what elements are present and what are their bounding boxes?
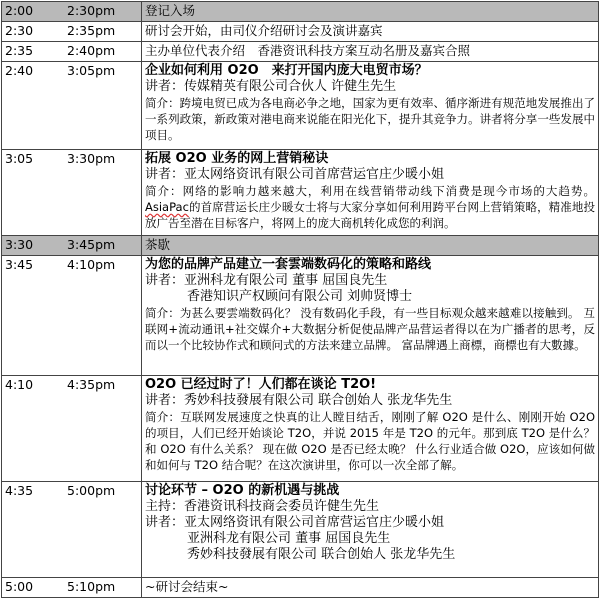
time-start: 2:00	[5, 3, 34, 18]
session-title: 为您的品牌产品建立一套雲端数码化的策略和路线	[145, 257, 432, 272]
time-cell	[2, 62, 142, 150]
schedule-row	[2, 482, 599, 578]
session-cell	[142, 376, 599, 482]
session-cell	[142, 256, 599, 376]
time-start: 4:35	[5, 483, 34, 498]
time-end: 5:10pm	[67, 579, 116, 594]
time-cell	[2, 42, 142, 62]
session-cell	[142, 22, 599, 42]
schedule-row	[2, 578, 599, 598]
time-cell	[2, 578, 142, 598]
session-speaker: 讲者：亚太网络资讯有限公司首席营运官庄少暖小姐	[145, 167, 445, 182]
session-title: 拓展 O2O 业务的网上营销秘诀	[145, 151, 329, 166]
time-end: 2:35pm	[67, 23, 116, 38]
time-start: 3:05	[5, 151, 34, 166]
session-title: 茶歇	[145, 237, 171, 252]
session-title: 主办单位代表介绍 香港资讯科技方案互动名册及嘉宾合照	[145, 43, 471, 58]
time-cell	[2, 22, 142, 42]
schedule-row	[2, 42, 599, 62]
time-start: 2:35	[5, 43, 34, 58]
time-end: 3:05pm	[67, 63, 116, 78]
session-speaker: 讲者：秀妙科技發展有限公司 联合创始人 张龙华先生	[145, 393, 453, 408]
session-title: ~研讨会结束~	[145, 579, 229, 594]
time-end: 2:40pm	[67, 43, 116, 58]
session-title: O2O 已经过时了！人们都在谈论 T2O!	[145, 377, 377, 392]
session-cell	[142, 578, 599, 598]
time-cell	[2, 256, 142, 376]
time-cell	[2, 2, 142, 22]
session-cell	[142, 2, 599, 22]
spellcheck-word: AsiaPac	[145, 200, 189, 214]
session-intro: 简介：为甚么要雲端数码化？ 没有数码化手段，有一些目标观众越来越难以接触到。 互联网+流动通讯+社交媒介+大数据分析促使品牌产品营运者得以在为广播者的思考，反而以一个比较协作式和顾问式的方法来建立品牌。 富品牌遇上商標，商標也有大數據。	[145, 306, 595, 352]
schedule-row	[2, 62, 599, 150]
session-intro	[145, 183, 595, 231]
schedule-row	[2, 2, 599, 22]
schedule-row	[2, 256, 599, 376]
time-end: 3:45pm	[67, 237, 116, 252]
time-cell	[2, 376, 142, 482]
time-start: 2:30	[5, 23, 34, 38]
session-speaker: 讲者：传媒精英有限公司合伙人 许健生先生	[145, 79, 397, 94]
session-cell	[142, 482, 599, 578]
time-start: 3:45	[5, 257, 34, 272]
time-start: 2:40	[5, 63, 34, 78]
session-speaker: 讲者：亚太网络资讯有限公司首席营运官庄少暖小姐	[145, 515, 445, 530]
intro-text: 的首席营运长庄少暖女士将与大家分享如何利用跨平台网上营销策略，精准地投放广告至潜在目标客户，将网上的庞大商机转化成您的利润。	[145, 200, 595, 230]
time-cell	[2, 482, 142, 578]
time-start: 5:00	[5, 579, 34, 594]
time-end: 4:35pm	[67, 377, 116, 392]
schedule-row	[2, 376, 599, 482]
session-title: 登记入场	[145, 3, 196, 18]
time-end: 4:10pm	[67, 257, 116, 272]
intro-text: 简介：网络的影响力越来越大，利用在线营销带动线下消费是现今市场的大趋势。	[145, 184, 595, 198]
schedule-row	[2, 150, 599, 236]
session-intro: 简介：互联网发展速度之快真的让人瞠目结舌，刚刚了解 O2O 是什么、刚刚开始 O2O 的项目，人们已经开始谈论 T2O，并说 2015 年是 T2O 的元年。那到底 T2O 是什么？和 O2O 有什么关系？ 现在做 O2O 是否已经太晚？ 什么行业适合做 O2O，应该如何做和如何与 T2O 结合呢？在这次演讲里，你可以一次全部了解。	[145, 410, 595, 472]
session-speaker: 亚洲科龙有限公司 董事 屈国良先生	[187, 531, 391, 546]
session-host: 主持：香港资讯科技商会委员许健生先生	[145, 499, 380, 514]
session-speaker: 秀妙科技發展有限公司 联合创始人 张龙华先生	[187, 547, 456, 562]
session-speaker: 香港知识产权顾问有限公司 刘帅贤博士	[187, 289, 413, 304]
session-intro: 简介：跨境电贸已成为各电商必争之地，国家为更有效率、循序渐进有规范地发展推出了一系列政策，新政策对港电商来说能在阳光化下，提升其竞争力。讲者将分享一些发展中项目。	[145, 96, 595, 142]
session-title: 研讨会开始，由司仪介绍研讨会及演讲嘉宾	[145, 23, 383, 38]
schedule-row	[2, 236, 599, 256]
time-start: 3:30	[5, 237, 34, 252]
schedule-table	[1, 1, 599, 598]
session-title: 企业如何利用 O2O 来打开国内庞大电贸市场？	[145, 63, 428, 78]
time-end: 2:30pm	[67, 3, 116, 18]
session-cell	[142, 42, 599, 62]
session-speaker: 讲者：亚洲科龙有限公司 董事 屈国良先生	[145, 273, 388, 288]
time-end: 3:30pm	[67, 151, 116, 166]
session-title: 讨论环节 – O2O 的新机遇与挑战	[145, 483, 340, 498]
session-cell	[142, 62, 599, 150]
session-cell	[142, 150, 599, 236]
time-cell	[2, 236, 142, 256]
time-start: 4:10	[5, 377, 34, 392]
session-cell	[142, 236, 599, 256]
schedule-row	[2, 22, 599, 42]
time-cell	[2, 150, 142, 236]
time-end: 5:00pm	[67, 483, 116, 498]
